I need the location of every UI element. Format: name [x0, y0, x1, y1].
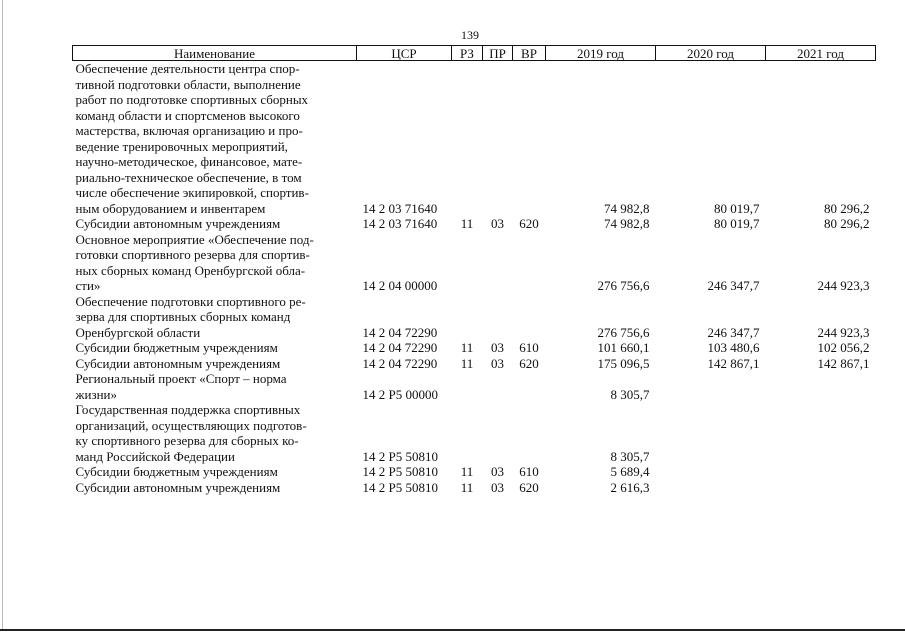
cell-vr: 610: [519, 464, 539, 479]
scan-edge: [2, 0, 3, 630]
cell-name: Субсидии бюджетным учреждениям: [75, 340, 278, 355]
cell-2021: 244 923,3: [817, 324, 870, 340]
cell-2021: 142 867,1: [817, 355, 870, 371]
cell-name: Субсидии автономным учреждениям: [75, 216, 281, 231]
cell-vr: 620: [519, 479, 539, 495]
cell-2020: 103 480,6: [707, 340, 760, 355]
cell-rz: [452, 61, 483, 217]
cell-name: Государственная поддержка спортивных организаций, осуществляющих подготов- ку спортивного резерва для сборных ко- манд Российской Федерации: [75, 402, 307, 464]
cell-2021: 80 296,2: [824, 216, 870, 231]
cell-rz: [452, 232, 483, 294]
cell-csr: 14 2 P5 50810: [362, 479, 438, 495]
budget-table: [72, 45, 876, 495]
header-vr: ВР: [513, 46, 546, 61]
cell-rz: [452, 294, 483, 341]
cell-rz: 11: [460, 464, 474, 479]
cell-pr: [483, 402, 513, 464]
cell-2019: 276 756,6: [597, 278, 650, 293]
cell-csr: 14 2 03 71640: [362, 216, 438, 231]
cell-rz: [452, 371, 483, 402]
cell-2019: 5 689,4: [610, 464, 650, 479]
cell-rz: 11: [460, 479, 474, 495]
cell-name: Субсидии автономным учреждениям: [75, 479, 281, 495]
cell-2021: [766, 480, 876, 496]
cell-2021: [766, 371, 876, 402]
header-2021: 2021 год: [766, 46, 876, 61]
cell-name: Обеспечение подготовки спортивного ре- зерва для спортивных сборных команд Оренбургской области: [75, 293, 306, 340]
cell-vr: [513, 371, 546, 402]
cell-2019: 175 096,5: [597, 355, 650, 371]
cell-csr: 14 2 04 72290: [362, 340, 438, 355]
cell-name: Региональный проект «Спорт – норма жизни»: [75, 371, 287, 402]
cell-2020: [656, 464, 766, 480]
cell-csr: 14 2 P5 50810: [362, 464, 438, 479]
cell-pr: 03: [491, 464, 504, 479]
cell-name: Субсидии бюджетным учреждениям: [75, 464, 278, 479]
table-row: [73, 232, 876, 294]
table-row: [73, 464, 876, 480]
cell-2020: 80 019,7: [714, 216, 760, 231]
cell-2020: 142 867,1: [707, 355, 760, 371]
cell-2020: 80 019,7: [714, 200, 760, 216]
table-row: [73, 480, 876, 496]
cell-2021: 244 923,3: [817, 278, 870, 293]
cell-2019: 8 305,7: [610, 448, 650, 464]
table-row: [73, 402, 876, 464]
cell-pr: 03: [491, 340, 504, 355]
header-name: Наименование: [73, 46, 357, 61]
cell-csr: 14 2 04 72290: [362, 324, 438, 340]
cell-2019: 74 982,8: [604, 200, 650, 216]
page-number: 139: [461, 28, 479, 42]
cell-pr: 03: [491, 479, 504, 495]
table-row: [73, 216, 876, 232]
cell-csr: 14 2 04 72290: [362, 355, 438, 371]
cell-rz: 11: [460, 355, 474, 371]
cell-csr: 14 2 P5 50810: [362, 448, 438, 464]
cell-vr: [513, 61, 546, 217]
cell-pr: 03: [491, 355, 504, 371]
header-csr: ЦСР: [357, 46, 452, 61]
cell-2019: 101 660,1: [597, 340, 650, 355]
cell-rz: 11: [460, 216, 474, 231]
cell-pr: 03: [491, 216, 504, 231]
header-pr: ПР: [483, 46, 513, 61]
table-row: [73, 371, 876, 402]
cell-csr: 14 2 04 00000: [362, 278, 438, 293]
cell-pr: [483, 61, 513, 217]
cell-pr: [483, 294, 513, 341]
cell-csr: 14 2 P5 00000: [362, 386, 438, 402]
cell-vr: 620: [519, 216, 539, 231]
cell-2019: 74 982,8: [604, 216, 650, 231]
cell-2020: 246 347,7: [707, 278, 760, 293]
cell-rz: 11: [460, 340, 474, 355]
cell-2020: [656, 371, 766, 402]
cell-vr: [513, 232, 546, 294]
table-row: [73, 356, 876, 372]
cell-2021: 102 056,2: [817, 340, 870, 355]
cell-vr: 620: [519, 355, 539, 371]
cell-vr: [513, 402, 546, 464]
table-row: [73, 294, 876, 341]
bottom-rule: [0, 629, 905, 631]
cell-2021: [766, 464, 876, 480]
header-2020: 2020 год: [656, 46, 766, 61]
header-rz: РЗ: [452, 46, 483, 61]
cell-name: Основное мероприятие «Обеспечение под- готовки спортивного резерва для спортив- ных сборных команд Оренбургской обла- сти»: [75, 231, 314, 293]
cell-2020: [656, 480, 766, 496]
cell-pr: [483, 232, 513, 294]
cell-vr: [513, 294, 546, 341]
header-2019: 2019 год: [546, 46, 656, 61]
cell-name: Субсидии автономным учреждениям: [75, 355, 281, 371]
cell-2020: [656, 402, 766, 464]
cell-vr: 610: [519, 340, 539, 355]
table-row: [73, 340, 876, 356]
header-row: [73, 46, 876, 61]
cell-2021: 80 296,2: [824, 200, 870, 216]
cell-2019: 8 305,7: [610, 386, 650, 402]
cell-2019: 2 616,3: [610, 479, 650, 495]
cell-2019: 276 756,6: [597, 324, 650, 340]
cell-name: Обеспечение деятельности центра спор- тивной подготовки области, выполнение работ по подготовке спортивных сборных команд области и спортсменов высокого мастерства, включая организацию и про- ведение тренировочных мероприятий, научно-методическое, финансовое, мате- риально-техническое обеспечение, в том числе обеспечение экипировкой, спортив- ным оборудованием и инвентарем: [75, 61, 309, 216]
table-row: [73, 61, 876, 217]
cell-2021: [766, 402, 876, 464]
cell-rz: [452, 402, 483, 464]
cell-pr: [483, 371, 513, 402]
cell-csr: 14 2 03 71640: [362, 200, 438, 216]
cell-2020: 246 347,7: [707, 324, 760, 340]
